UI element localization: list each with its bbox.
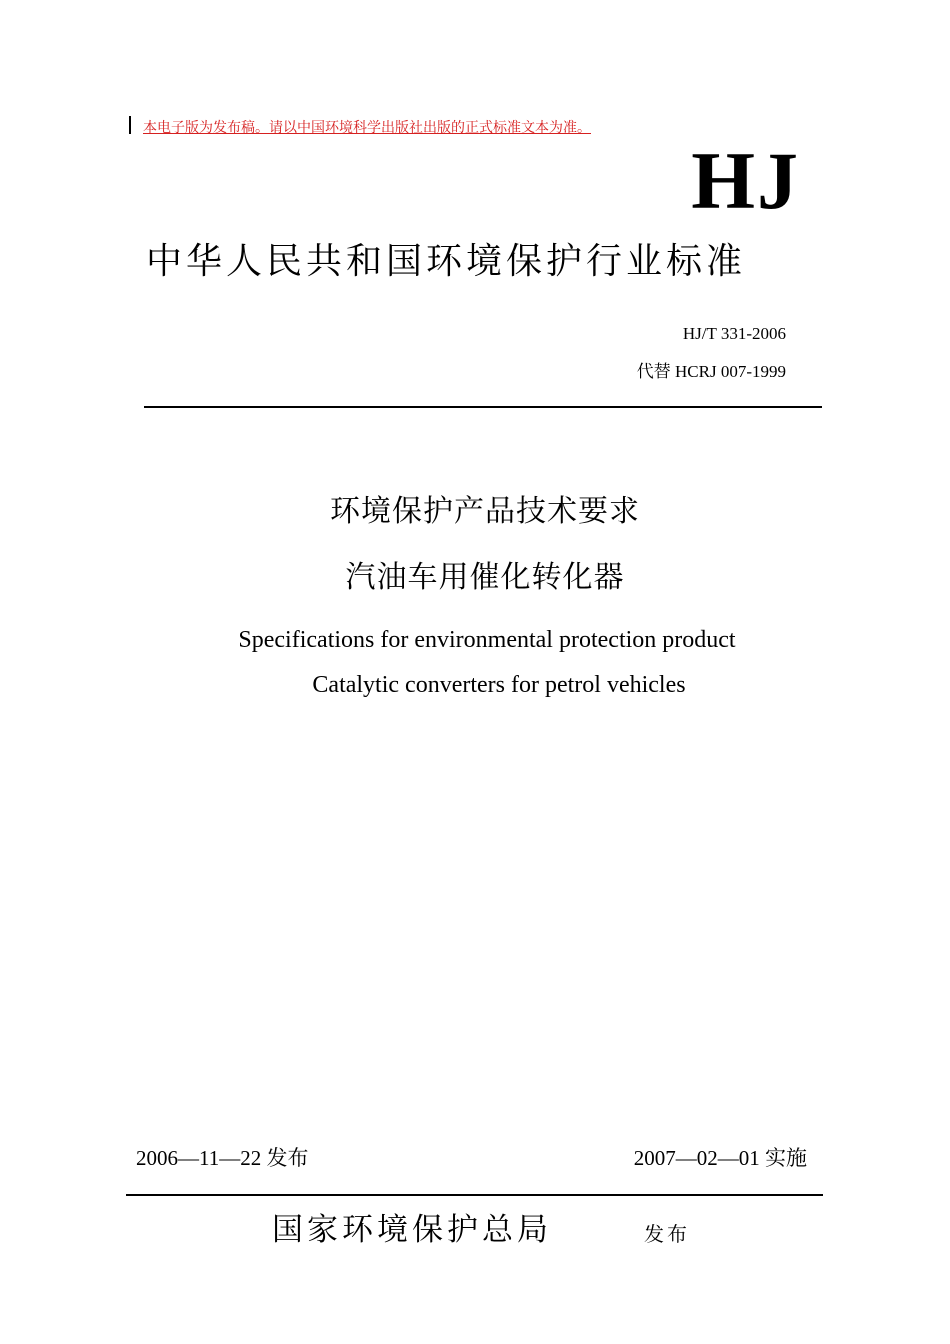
issuing-authority: 国家环境保护总局 [272,1212,552,1248]
document-title-en-line1: Specifications for environmental protection product [238,627,736,653]
issue-date: 2006—11—22 发布 [136,1146,309,1170]
implementation-date: 2007—02—01 实施 [633,1146,807,1170]
draft-notice: 本电子版为发布稿。请以中国环境科学出版社出版的正式标准文本为准。 [143,120,591,136]
standard-number: HJ/T 331-2006 [682,324,786,343]
hj-logo: HJ [691,135,800,226]
document-title-en-line2: Catalytic converters for petrol vehicles [312,672,686,698]
document-title-cn-line2: 汽油车用催化转化器 [345,560,625,595]
bottom-divider [126,1194,823,1196]
top-divider [144,406,822,408]
notice-margin-bar [129,116,131,134]
document-title-cn-line1: 环境保护产品技术要求 [330,494,640,529]
replaces-standard: 代替 HCRJ 007-1999 [636,362,786,381]
issuing-authority-suffix: 发布 [644,1222,690,1246]
standard-category-title: 中华人民共和国环境保护行业标准 [146,241,747,282]
